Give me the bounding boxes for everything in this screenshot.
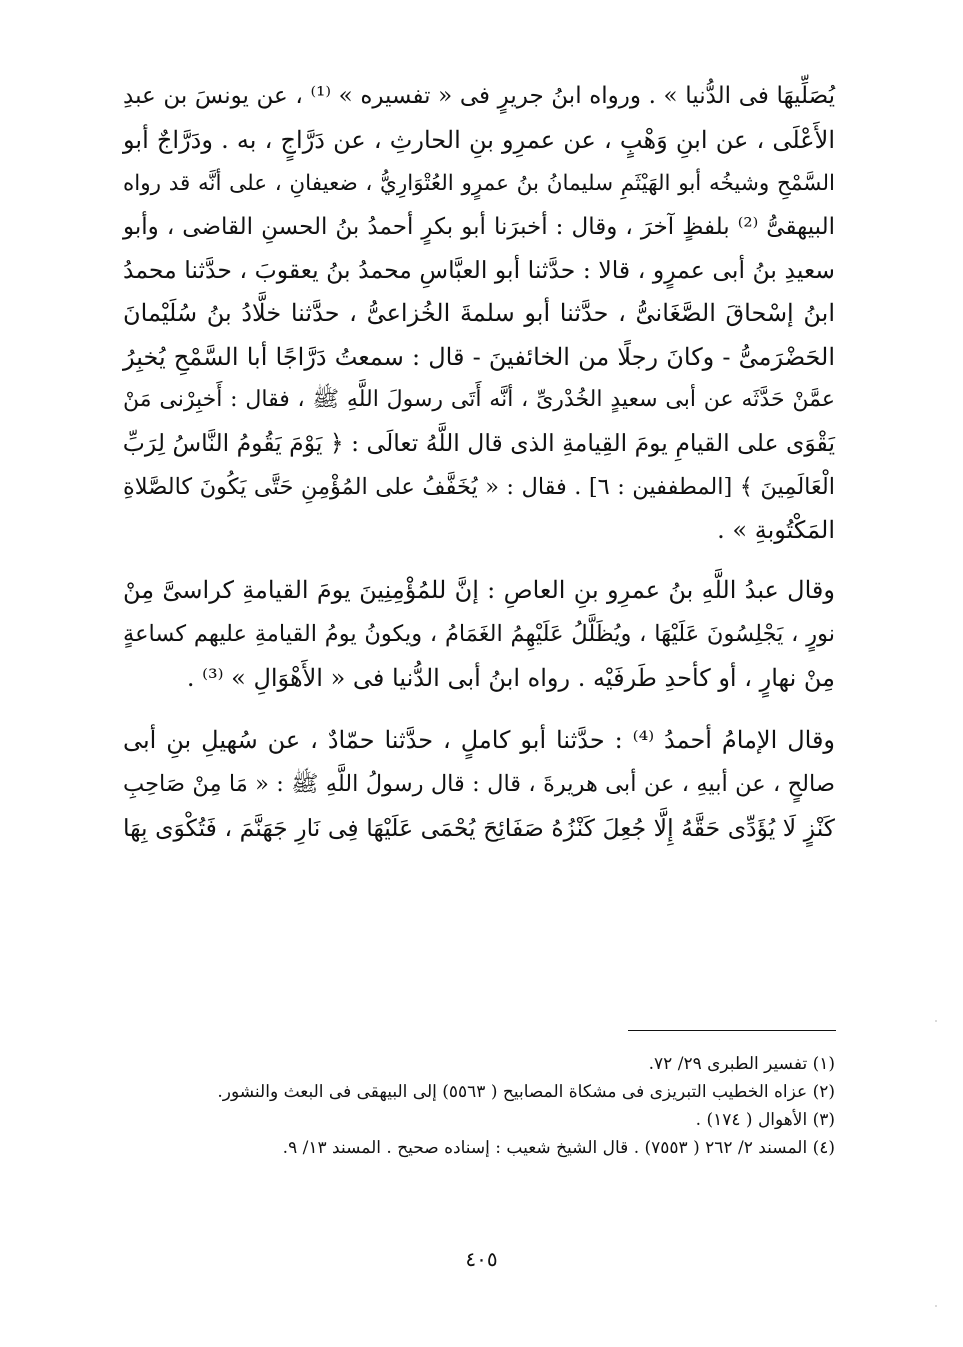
scan-speck — [935, 1305, 937, 1307]
text-line: مِنْ نهارٍ ، أو كأحدِ طَرفَيْه . رواه ابنُ أبى الدُّنيا فى « الأَهْوَالِ » ⁽³⁾ . — [186, 664, 835, 692]
text-line: وقال عبدُ اللَّهِ بنُ عمرِو بنِ العاصِ : إنَّ للمُؤْمِنِينَ يومَ القيامةِ كراسىَّ مِنْ — [123, 576, 835, 604]
text-line: عمَّنْ حَدَّثَه عن أبى سعيدٍ الخُدْرىِّ ، أنَّه أَتَى رسولَ اللَّهِ ﷺ ، فقال : أَخبِرْنى مَنْ — [123, 387, 835, 412]
footnote-2: (٢) عزاه الخطيب التبريزى فى مشكاة المصابيح ( ٥٥٦٣) إلى البيهقى فى البعث والنشور. — [217, 1082, 835, 1102]
footnote-4: (٤) المسند ٢/ ٢٦٢ ( ٧٥٥٣) . قال الشيخ شعيب : إسناده صحيح . المسند ١٣/ ٩. — [282, 1138, 835, 1158]
page-number: ٤٠٥ — [465, 1247, 498, 1271]
text-line: ابنُ إسْحاقَ الصَّغَانىُّ ، حدَّثنا أبو سلمةَ الخُزاعىُّ ، حدَّثنا خلَّادُ بنُ سُلَيْمانَ — [123, 299, 835, 327]
scan-speck — [935, 1020, 937, 1022]
footnote-1: (١) تفسير الطبرى ٢٩/ ٧٢. — [648, 1054, 835, 1074]
text-line: الحَضْرَمىُّ - وكانَ رجلًا من الخائفينَ - قال : سمعتُ دَرَّاجًا أبا السَّمْحِ يُخبِرُ — [123, 343, 835, 371]
text-line: البيهقىُّ ⁽²⁾ بلفظٍ آخرَ ، وقال : أخبرَنا أبو بكرٍ أحمدُ بنُ الحسنِ القاضى ، وأبو — [123, 214, 835, 240]
text-line: الْعَالَمِينَ ﴾ [المطففين : ٦] . فقال : « يُخَفَّفُ على المُؤْمِنِ حَتَّى يَكُونَ كالصَّلاةِ — [123, 474, 835, 500]
text-line: يَقْوَى على القيامِ يومَ القِيامةِ الذى قال اللَّهُ تعالَى : ﴿ يَوْمَ يَقُومُ النَّاسُ لِرَبِّ — [122, 429, 835, 457]
footnote-3: (٣) الأهوال ( ١٧٤) . — [695, 1110, 835, 1130]
text-line: صالحٍ ، عن أبيهِ ، عن أبى هريرةَ ، قال : قال رسولُ اللَّهِ ﷺ : « مَا مِنْ صَاحِبِ — [123, 771, 835, 797]
text-line: السَّمْحِ وشيخُه أبو الهَيْثَمِ سليمانُ بنُ عمرٍو العُتْوَارِيُّ ، ضعيفانِ ، على أنَّه قد رواه — [123, 171, 835, 196]
text-line: الأَعْلَى ، عن ابنِ وَهْبٍ ، عن عمرِو بنِ الحارثِ ، عن دَرَّاجٍ ، به . ودَرَّاجٌ أبو — [123, 126, 835, 154]
text-line: سعيدِ بنُ أبى عمرٍو ، قالا : حدَّثنا أبو العبَّاسِ محمدُ بنُ يعقوبَ ، حدَّثنا محمدُ — [123, 256, 835, 284]
text-line: كَنْزٍ لَا يُؤَدِّى حَقَّهُ إِلَّا جُعِلَ كَنْزُهُ صَفَائِحَ يُحْمَى عَلَيْهَا فِى نَارِ جَهَنَّمَ ، فَتُكْوَى بِهَا — [123, 814, 835, 842]
text-line: يُصَلِّيهَا فى الدُّنيا » . ورواه ابنُ جريرٍ فى « تفسيره » ⁽¹⁾ ، عن يونسَ بن عبدِ — [123, 83, 836, 109]
text-line: المَكْتُوبةِ » . — [717, 516, 835, 544]
footnote-divider — [628, 1030, 836, 1031]
text-line: وقال الإمامُ أحمدُ ⁽⁴⁾ : حدَّثنا أبو كاملٍ ، حدَّثنا حمّادٌ ، عن سُهيلِ بنِ أبى — [123, 726, 836, 754]
text-line: نورٍ ، يَجْلِسُونَ عَلَيْهَا ، ويُظَلَّلُ عَلَيْهِمُ الغَمَامُ ، ويكونُ يومُ القيامةِ عليهم كساعةٍ — [123, 621, 835, 647]
